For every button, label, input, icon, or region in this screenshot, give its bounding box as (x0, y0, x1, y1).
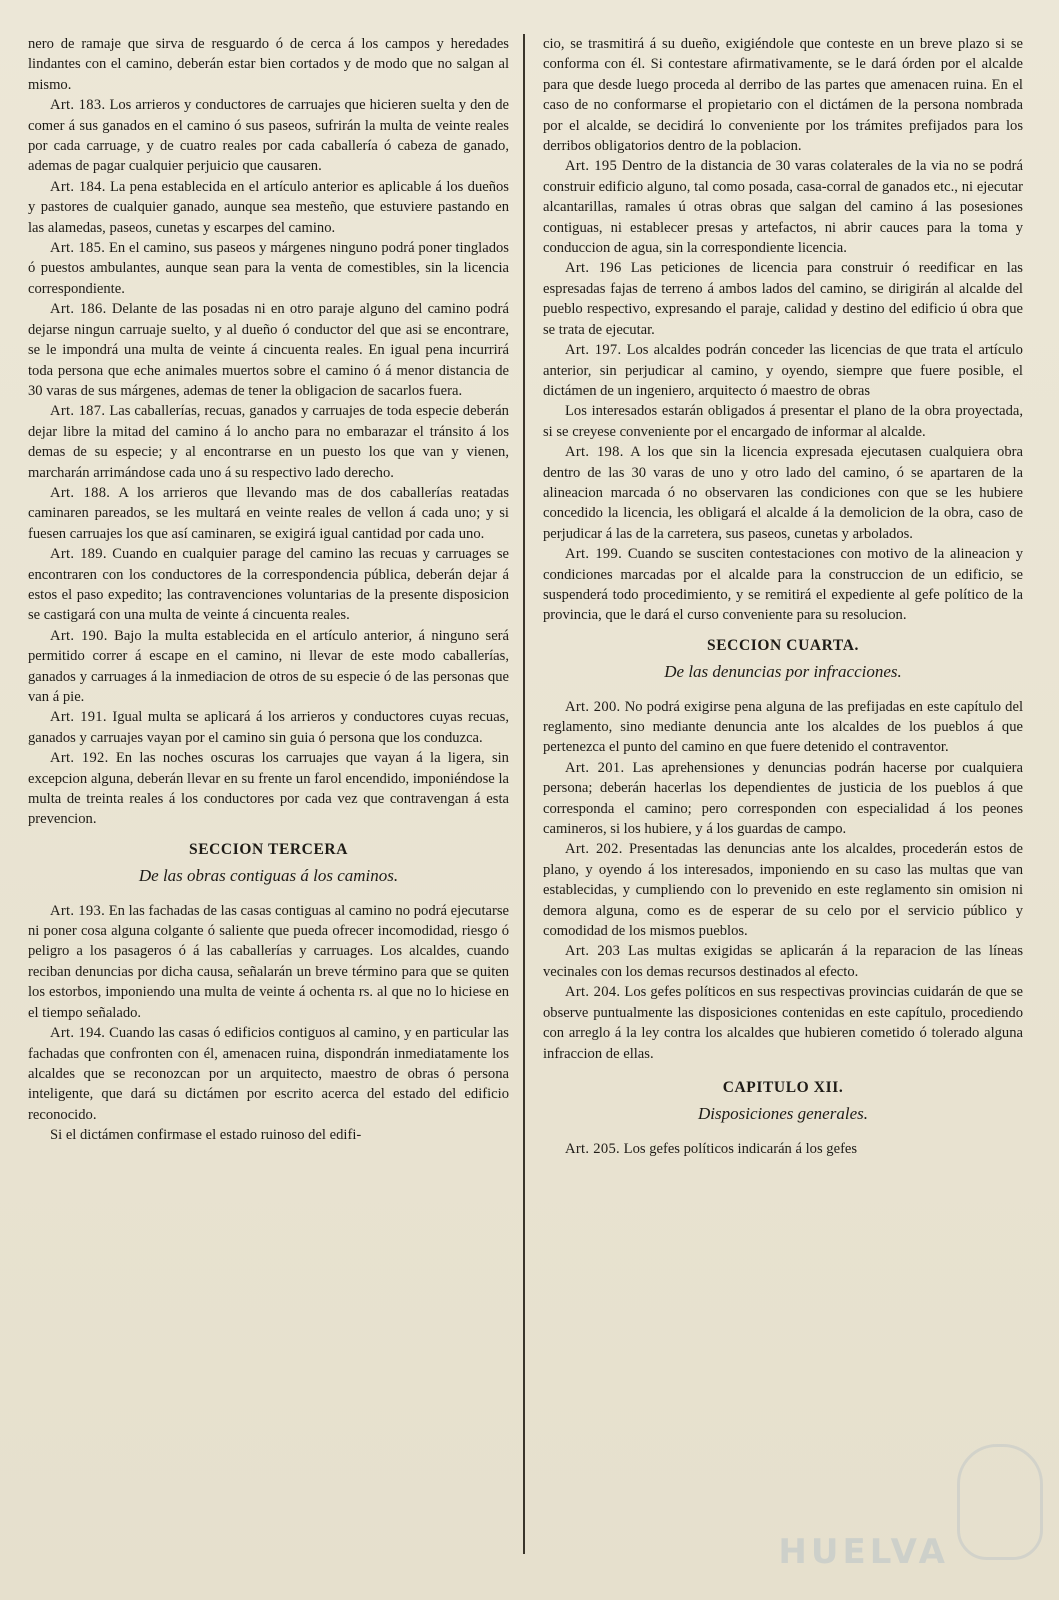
article-paragraph (543, 839, 1023, 941)
article-text: Las caballerías, recuas, ganados y carruajes de toda especie deberán dejar libre la mitad del camino á lo ancho para no embarazar el tránsito á los demas de su especie; y al encontrarse en un puesto los que van y vienen, marcharán arrimándose cada uno á su respectivo lado derecho. (28, 403, 509, 481)
article-paragraph (543, 156, 1023, 258)
article-paragraph (28, 707, 509, 748)
article-number: Art. 203 (565, 943, 621, 960)
right-paragraphs-3 (543, 1139, 1023, 1159)
article-number: Art. 184. (50, 178, 106, 195)
article-paragraph (28, 34, 509, 95)
article-paragraph (543, 1139, 1023, 1159)
article-text: Presentadas las denuncias ante los alcaldes, procederán estos de plano, y oyendo á los interesados, imponiendo en su caso las multas que van establecidas, y cumpliendo con lo prevenido en este reglamento sin omision ni demora alguna, como es de esperar de su celo por el servicio público y comodidad de los mismos pueblos. (543, 841, 1023, 940)
article-number: Art. 185. (50, 240, 106, 257)
article-text: Las peticiones de licencia para construir ó reedificar en las espresadas fajas de terreno á ambos lados del camino, se dirigirán al alcalde del pueblo respectivo, expresando el paraje, calidad y destino del edificio ú obra que se trata de ejecutar. (543, 260, 1023, 338)
article-paragraph (28, 95, 509, 177)
article-number: Art. 194. (50, 1025, 106, 1042)
article-text: En las noches oscuras los carruajes que vayan á la ligera, sin excepcion alguna, deberán llevar en su frente un farol encendido, imponiéndose la multa de treinta reales á los conductores por cada vez que contravengan á esta prevencion. (28, 750, 509, 828)
article-text: A los arrieros que llevando mas de dos caballerías reatadas caminaren pareados, se les multará en veinte reales de vellon á cada uno; y si fuesen carruajes los que así caminaren, se exigirá igual cantidad por cada uno. (28, 484, 509, 542)
left-paragraphs-2 (28, 901, 509, 1146)
article-paragraph (28, 748, 509, 830)
article-text: Igual multa se aplicará á los arrieros y conductores cuyas recuas, ganados y carruajes vayan por el camino sin guia ó persona que los conduzca. (28, 709, 510, 746)
article-number: Art. 205. (565, 1140, 620, 1157)
article-number: Art. 193. (50, 902, 106, 919)
right-paragraphs-2 (543, 697, 1023, 1064)
article-number: Art. 201. (565, 759, 625, 776)
article-number: Art. 195 (565, 158, 618, 175)
article-number: Art. 198. (565, 444, 624, 461)
article-paragraph (28, 544, 509, 626)
article-text: En las fachadas de las casas contiguas al camino no podrá ejecutarse ni poner cosa alguna colgante ó saliente que pueda ofrecer incomodidad, riesgo ó peligro a los pasageros ó á las caballerías y carruages. Los alcaldes, cuando reciban denuncias por dicha causa, señalarán un breve término para que se quiten los estorbos, imponiendo una multa de veinte á ochenta rs. al que no lo hiciese en el tiempo señalado. (28, 902, 509, 1021)
article-paragraph (543, 34, 1023, 156)
article-text: La pena establecida en el artículo anterior es aplicable á los dueños y pastores de cualquier ganado, aunque sea mesteño, que estuviere pastando en las alamedas, paseos, cunetas y escarpes del camino. (28, 178, 509, 236)
article-text: Cuando las casas ó edificios contiguos al camino, y en particular las fachadas que confronten con él, amenacen ruina, dispondrán inmediatamente los alcaldes que se reconozcan por un arquitecto, maestro de obras ó persona inteligente, que dará su dictámen por escrito acerca del estado del edificio reconocido. (28, 1025, 509, 1123)
article-paragraph (28, 483, 509, 544)
article-number: Art. 190. (50, 627, 108, 644)
article-number: Art. 191. (50, 709, 107, 726)
article-number: Art. 188. (50, 484, 111, 501)
article-number: Art. 199. (565, 546, 623, 563)
article-paragraph (28, 901, 509, 1023)
right-paragraphs (543, 34, 1023, 626)
article-paragraph (543, 442, 1023, 544)
article-paragraph (543, 401, 1023, 442)
article-text: Los alcaldes podrán conceder las licencias de que trata el artículo anterior, sin perjudicar al camino, y oyendo, siempre que fuere posible, el dictámen de un ingeniero, arquitecto ó maestro de obras (543, 342, 1023, 399)
article-number: Art. 186. (50, 301, 107, 318)
article-text: Bajo la multa establecida en el artículo anterior, á ninguno será permitido correr á escape en el camino, ni llevar de este modo caballerías, ganados y carruages á la inmediacion de otros de su especie ó de las personas que van á pie. (28, 627, 510, 705)
article-paragraph (28, 1125, 509, 1145)
section-tercera-subtitle: De las obras contiguas á los caminos. (138, 866, 399, 886)
article-text: No podrá exigirse pena alguna de las prefijadas en este capítulo del reglamento, sino mediante denuncia ante los alcaldes de los pueblos á que pertenezca el punto del camino en que fuere detenido el contraventor. (543, 698, 1023, 756)
article-paragraph (543, 941, 1023, 982)
library-seal-watermark (957, 1444, 1043, 1560)
article-text: Las aprehensiones y denuncias podrán hacerse por cualquiera persona; deberán hacerlas los dependientes de justicia de los pueblos á que corresponda el camino; pero corresponden con especialidad á los peones camineros, si los hubiere, y á los guardas de campo. (543, 759, 1024, 838)
article-text: Cuando en cualquier parage del camino las recuas y carruages se encontraren con los conductores de la correspondencia pública, deberán dejar á estos el paso expedito; las contravenciones voluntarias de la presente disposicion se castigará con una multa de veinte á cincuenta reales. (28, 546, 509, 624)
left-column (28, 34, 523, 1580)
article-text: Si el dictámen confirmase el estado ruinoso del edifi- (50, 1127, 362, 1144)
article-paragraph (543, 544, 1023, 626)
chapter-title: CAPITULO XII. (722, 1078, 844, 1096)
article-number: Art. 183. (50, 97, 106, 114)
article-text: nero de ramaje que sirva de resguardo ó de cerca á los campos y heredades lindantes con el camino, deberán estar bien cortados y de modo que no salgan al mismo. (28, 36, 509, 93)
section-tercera-title: SECCION TERCERA (188, 840, 348, 858)
article-paragraph (28, 626, 509, 708)
article-number: Art. 187. (50, 403, 106, 420)
article-number: Art. 189. (50, 546, 107, 563)
article-text: Cuando se susciten contestaciones con motivo de la alineacion y condiciones marcadas por el alcalde para la construccion de un edificio, se suspenderá todo procedimiento, y se remitirá el expediente al gefe político de la provincia, que le dará el curso conveniente para su resolucion. (543, 546, 1023, 624)
article-text: Las multas exigidas se aplicarán á la reparacion de las líneas vecinales con los demas recursos destinados al efecto. (543, 943, 1024, 980)
article-paragraph (28, 299, 509, 401)
article-number: Art. 200. (565, 698, 621, 715)
article-paragraph (28, 177, 509, 238)
article-paragraph (28, 1023, 509, 1125)
article-text: Los interesados estarán obligados á presentar el plano de la obra proyectada, si se creyese conveniente por el encargado de informar al alcalde. (543, 403, 1023, 440)
article-number: Art. 197. (565, 342, 622, 359)
chapter-subtitle: Disposiciones generales. (698, 1104, 868, 1124)
article-text: A los que sin la licencia expresada ejecutasen cualquiera obra dentro de las 30 varas de uno y otro lado del camino, ó se apartaren de la alineacion marcada ó no observaren las condiciones con que se les hubiere concedido la licencia, les obligará el alcalde á la demolicion de la obra, caso de perjudicar á las de la carretera, sus paseos, cunetas y arbolados. (543, 444, 1023, 542)
right-column (525, 34, 1023, 1580)
article-text: En el camino, sus paseos y márgenes ninguno podrá poner tinglados ó puestos ambulantes, aunque sean para la venta de comestibles, sin la licencia correspondiente. (28, 240, 509, 297)
article-paragraph (543, 982, 1023, 1064)
article-number: Art. 192. (50, 750, 109, 767)
article-paragraph (543, 697, 1023, 758)
section-cuarta-title: SECCION CUARTA. (707, 636, 859, 654)
article-paragraph (28, 238, 509, 299)
article-paragraph (28, 401, 509, 483)
section-cuarta-subtitle: De las denuncias por infracciones. (664, 662, 902, 682)
article-paragraph (543, 258, 1023, 340)
article-text: Dentro de la distancia de 30 varas colaterales de la via no se podrá construir edificio alguno, tal como posada, casa-corral de ganados etc., ni ejecutar alcantarillas, ramales ú otras obras que salgan del camino á las posesiones contiguas, ni establecer presas y artefactos, ni abrir cauces para la toma y conduccion de agua, sin la correspondiente licencia. (543, 158, 1023, 257)
article-text: Los arrieros y conductores de carruajes que hicieren suelta y den de comer á sus ganados en el camino ó sus paseos, sufrirán la multa de veinte reales por cada carruage, y de cuatro reales por cada caballería ó cabeza de ganado, ademas de pagar cualquier perjuicio que causaren. (28, 97, 509, 175)
article-paragraph (543, 340, 1023, 401)
article-number: Art. 204. (565, 984, 621, 1001)
article-text: Los gefes políticos en sus respectivas provincias cuidarán de que se observe puntualmente las disposiciones contenidas en este capítulo, procediendo con arreglo á la ley contra los alcaldes que hubieren cometido ó tolerado alguna infraccion de ellas. (543, 984, 1023, 1062)
article-number: Art. 196 (565, 260, 622, 277)
article-text: cio, se trasmitirá á su dueño, exigiéndole que conteste en un breve plazo si se conforma con él. Si contestare afirmativamente, se le dará órden por el alcalde para que desde luego proceda al derribo de las partes que amenacen ruina. En el caso de no conformarse el propietario con el dictámen de la persona nombrada por el alcalde, se decidirá lo conveniente por los trámites prefijados para los derribos obligatorios dentro de la poblacion. (543, 36, 1023, 155)
article-paragraph (543, 758, 1023, 840)
watermark-text: HUELVA (778, 1532, 949, 1572)
article-number: Art. 202. (565, 841, 623, 858)
left-paragraphs (28, 34, 509, 830)
article-text: Delante de las posadas ni en otro paraje alguno del camino podrá dejarse ningun carruaje suelto, y al dueño ó conductor del que asi se encontrare, se le impondrá una multa de veinte á cincuenta reales. En igual pena incurrirá toda persona que eche animales muertos sobre el camino ó á menor distancia de 30 varas de sus márgenes, ademas de tener la obligacion de sacarlos fuera. (28, 301, 509, 399)
article-text: Los gefes políticos indicarán á los gefes (623, 1140, 858, 1157)
